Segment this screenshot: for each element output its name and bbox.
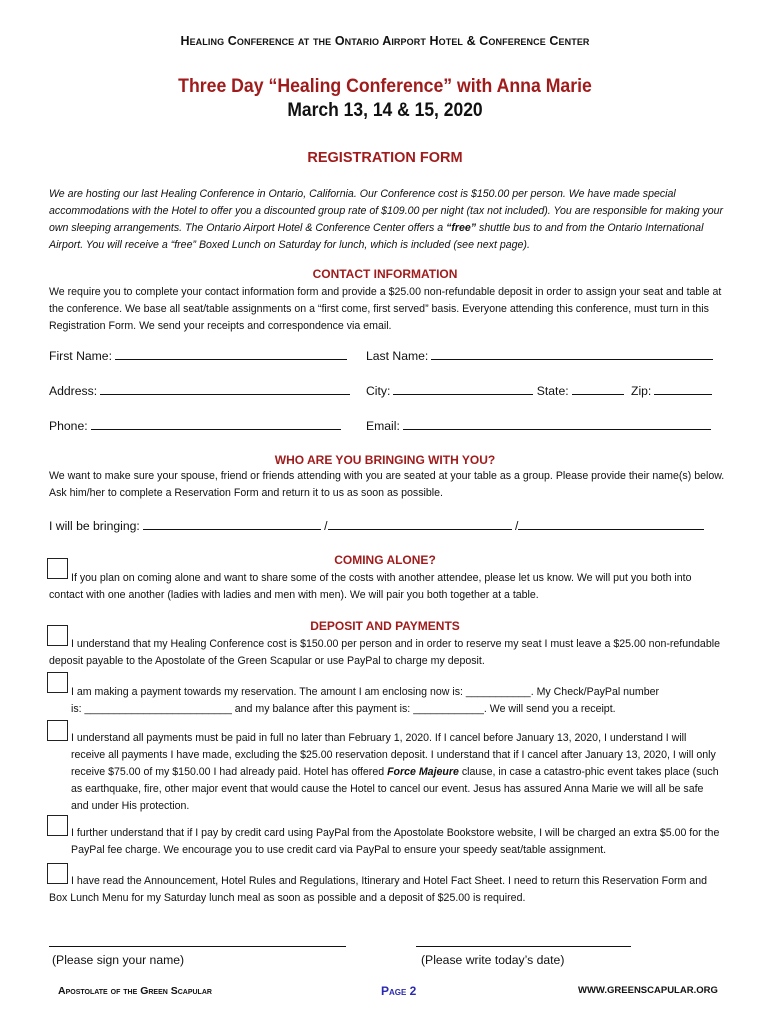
bringing-heading: WHO ARE YOU BRINGING WITH YOU? — [274, 453, 496, 467]
email-row — [366, 418, 711, 433]
first-name-row — [49, 348, 347, 363]
bringing-row — [49, 518, 704, 533]
phone-row — [49, 418, 341, 433]
guest-separator-1: / — [324, 519, 328, 533]
deposit-item-3 — [49, 730, 721, 815]
last-name-field[interactable] — [431, 348, 713, 360]
phone-field[interactable] — [91, 418, 341, 430]
city-field[interactable] — [393, 383, 533, 395]
deposit-item-1-text: I understand that my Healing Conference cost is $150.00 per person and in order to reserve my seat I must leave a $25.00 non-refundable deposit payable to the Apostolate of the Green Scapular or use PayPal to charge my deposit. — [49, 638, 720, 667]
deposit-heading: DEPOSIT AND PAYMENTS — [310, 619, 460, 633]
date-line[interactable] — [416, 946, 631, 947]
last-name-label: Last Name: — [366, 349, 429, 363]
intro-paragraph — [49, 186, 729, 254]
deposit-item-3-text-a: I understand all payments must be paid in full no later than February 1, 2020. If I cancel before January 13, 2020, I understand I will receive all payments I have made, excluding the $25.00 reservation deposit. I understand that if I cancel after January 13, 2020, I will only receive $75.00 of my $150.00 I had already paid. Hotel has offered — [71, 732, 716, 778]
deposit-item-2-line-2: is: _________________________ and my balance after this payment is: ____________. We will send you a receipt. — [71, 703, 616, 715]
bringing-label: I will be bringing: — [49, 519, 140, 533]
deposit-item-5 — [49, 873, 721, 907]
state-field[interactable] — [572, 383, 624, 395]
conference-title: Three Day “Healing Conference” with Anna Marie — [178, 76, 592, 97]
zip-field[interactable] — [654, 383, 712, 395]
contact-paragraph: We require you to complete your contact information form and provide a $25.00 non-refundable deposit in order to assign your seat and table at the conference. We base all seat/table assignments on a “first come, first served” basis. Everyone attending this conference, must turn in this Registration Form. We send your receipts and correspondence via email. — [49, 286, 722, 332]
phone-label: Phone: — [49, 419, 88, 433]
first-name-field[interactable] — [115, 348, 347, 360]
signature-line[interactable] — [49, 946, 346, 947]
contact-heading: CONTACT INFORMATION — [312, 267, 458, 281]
intro-free-bold: “free” — [446, 222, 477, 234]
deposit-item-5-text: I have read the Announcement, Hotel Rules and Regulations, Itinerary and Hotel Fact Sheet. I need to return this Reservation Form and Box Lunch Menu for my Saturday lunch meal as soon as possible and a deposit of $25.00 is required. — [49, 875, 707, 904]
date-label: (Please write today’s date) — [421, 953, 565, 967]
guest-separator-2: / — [514, 519, 519, 533]
address-row — [49, 383, 350, 398]
first-name-label: First Name: — [49, 349, 112, 363]
deposit-item-2-line-1: I am making a payment towards my reservation. The amount I am enclosing now is: ___________. My Check/PayPal number — [71, 686, 660, 698]
last-name-row — [366, 348, 713, 363]
page-header — [0, 34, 770, 48]
email-label: Email: — [366, 419, 400, 433]
address-field[interactable] — [100, 383, 350, 395]
deposit-item-4-text: I further understand that if I pay by credit card using PayPal from the Apostolate Bookstore website, I will be charged an extra $5.00 for the PayPal fee charge. We encourage you to use credit card via PayPal to ensure your speedy seat/table assignment. — [71, 827, 720, 856]
intro-text-b: shuttle bus to and from the Ontario International Airport. You will receive a “free” Boxed Lunch on Saturday for lunch, which is included (see next page). — [49, 222, 704, 251]
page-header-text: Healing Conference at the Ontario Airport Hotel & Conference Center — [180, 34, 590, 48]
conference-dates: March 13, 14 & 15, 2020 — [287, 100, 483, 121]
city-label: City: — [366, 384, 391, 398]
city-state-zip-row — [366, 383, 712, 398]
footer-page-number: Page 2 — [381, 984, 417, 998]
footer-website: WWW.GREENSCAPULAR.ORG — [578, 985, 718, 996]
force-majeure-text: Force Majeure — [387, 766, 459, 778]
deposit-item-4 — [49, 825, 721, 859]
state-label: State: — [536, 384, 569, 398]
deposit-item-1 — [49, 636, 721, 670]
guest-2-field[interactable] — [328, 518, 512, 530]
intro-text-a: We are hosting our last Healing Conference in Ontario, California. Our Conference cost is $150.00 per person. We have made special accommodations with the Hotel to offer you a discounted group rate of $109.00 per night (tax not included). You are responsible for making your own sleeping arrangements. The Ontario Airport Hotel & Conference Center offers a — [49, 188, 724, 234]
alone-paragraph — [49, 570, 721, 604]
guest-1-field[interactable] — [143, 518, 321, 530]
zip-label: Zip: — [631, 384, 652, 398]
alone-text: If you plan on coming alone and want to share some of the costs with another attendee, please let us know. We will put you both into contact with one another (ladies with ladies and men with men). We will pair you both together at a table. — [49, 572, 692, 601]
alone-heading: COMING ALONE? — [334, 553, 436, 567]
deposit-item-3-text-b: clause, in case a catastro-phic event takes place (such as earthquake, fire, other major event that would cause the Hotel to cancel our event. Jesus has assured Anna Marie we will all be safe and under His protection. — [71, 766, 719, 812]
guest-3-field[interactable] — [518, 518, 704, 530]
email-field[interactable] — [403, 418, 711, 430]
footer-organization: Apostolate of the Green Scapular — [58, 985, 212, 997]
deposit-item-2 — [49, 684, 721, 718]
address-label: Address: — [49, 384, 98, 398]
bringing-paragraph: We want to make sure your spouse, friend or friends attending with you are seated at your table as a group. Please provide their name(s) below. Ask him/her to complete a Reservation Form and return it to us as soon as possible. — [49, 470, 725, 499]
form-title: REGISTRATION FORM — [307, 150, 463, 166]
sign-name-label: (Please sign your name) — [52, 953, 185, 967]
